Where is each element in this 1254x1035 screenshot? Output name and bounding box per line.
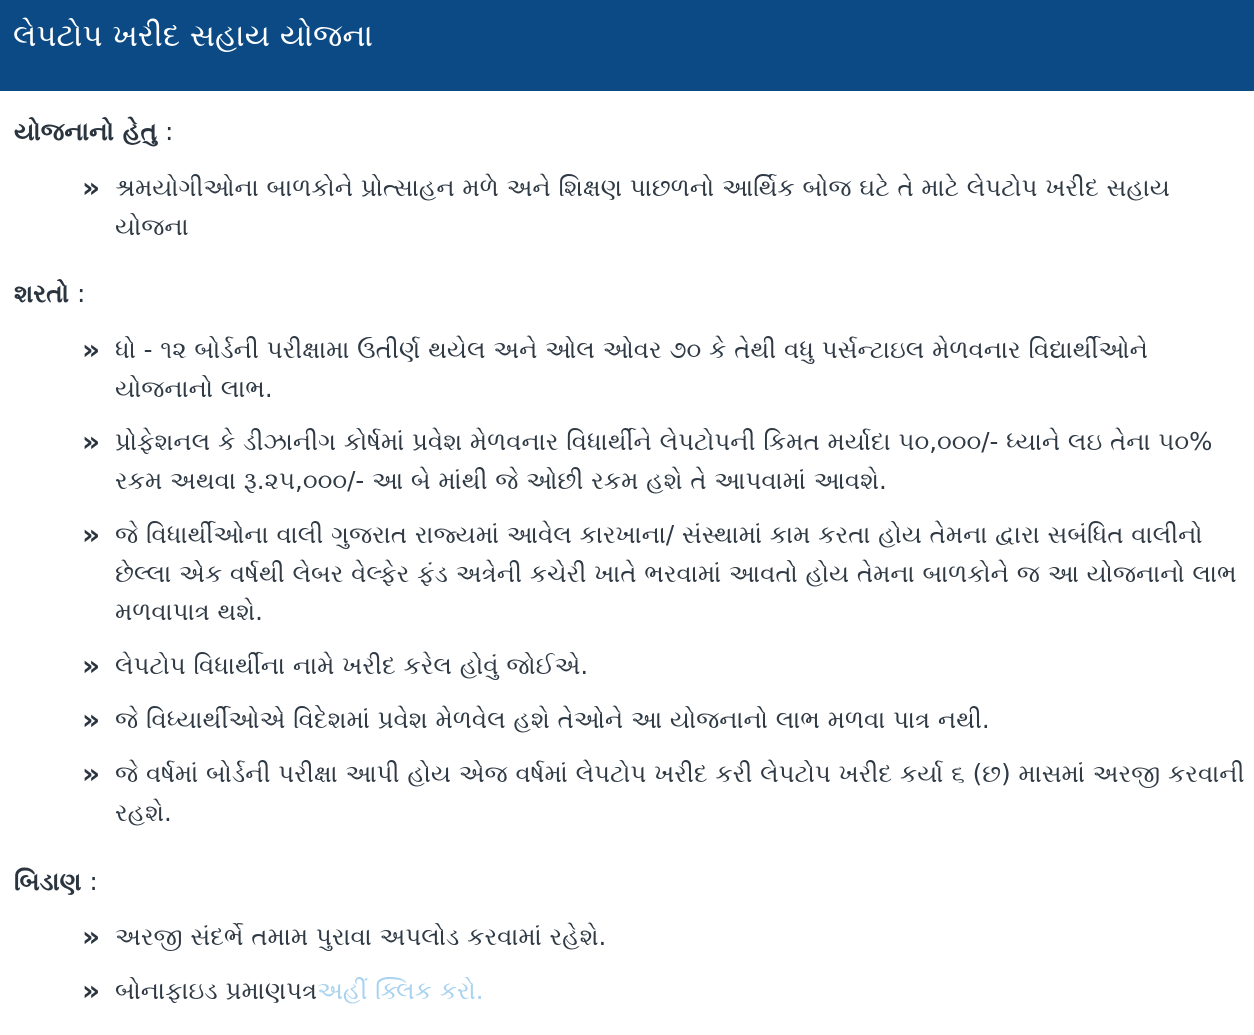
bonafide-download-link[interactable]: અહીં ક્લિક કરો. bbox=[317, 976, 484, 1005]
section-title-conditions bbox=[14, 277, 85, 311]
list-item-text: શ્રમયોગીઓના બાળકોને પ્રોત્સાહન મળે અને શિક્ષણ પાછળનો આર્થિક બોજ ઘટે તે માટે લેપટોપ ખરીદ સહાય યોજના bbox=[115, 173, 1170, 241]
list-item-text: ધો - ૧૨ બોર્ડની પરીક્ષામા ઉતીર્ણ થયેલ અને ઓલ ઓવર ૭૦ કે તેથી વધુ પર્સન્ટાઇલ મેળવનાર વિદ્યાર્થીઓને યોજનાનો લાભ. bbox=[115, 335, 1148, 403]
list-item-text: પ્રોફેશનલ કે ડીઝાનીગ કોર્ષમાં પ્રવેશ મેળવનાર વિધાર્થીને લેપટોપની કિમત મર્યાદા ૫૦,૦૦૦/- ધ્યાને લઇ તેના ૫૦% રકમ અથવા રૂ.૨૫,૦૦૦/- આ બે માંથી જે ઓછી રકમ હશે તે આપવામાં આવશે. bbox=[115, 427, 1213, 495]
chevron-right-icon: » bbox=[82, 703, 97, 736]
section-title-colon: : bbox=[81, 867, 98, 896]
page-header bbox=[0, 0, 1254, 91]
section-title-objective bbox=[14, 115, 173, 149]
section-title-objective-label: યોજનાનો હેતુ bbox=[14, 117, 158, 146]
list-item-text bbox=[115, 972, 1250, 1011]
page-title: લેપટોપ ખરીદ સહાય યોજના bbox=[13, 18, 374, 54]
section-title-conditions-label: શરતો bbox=[14, 279, 70, 308]
chevron-right-icon: » bbox=[82, 920, 97, 953]
chevron-right-icon: » bbox=[82, 649, 97, 682]
chevron-right-icon: » bbox=[82, 333, 97, 366]
chevron-right-icon: » bbox=[82, 425, 97, 458]
list-item-text: અરજી સંદર્ભે તમામ પુરાવા અપલોડ કરવામાં રહેશે. bbox=[115, 922, 607, 951]
chevron-right-icon: » bbox=[82, 974, 97, 1007]
list-item-text: જે વર્ષમાં બોર્ડની પરીક્ષા આપી હોય એજ વર્ષમાં લેપટોપ ખરીદ કરી લેપટોપ ખરીદ કર્યા ૬ (છ) માસમાં અરજી કરવાની રહશે. bbox=[115, 759, 1245, 827]
list-item-text: જે વિધ્યાર્થીઓએ વિદેશમાં પ્રવેશ મેળવેલ હશે તેઓને આ યોજનાનો લાભ મળવા પાત્ર નથી. bbox=[115, 705, 990, 734]
section-title-colon: : bbox=[157, 117, 174, 146]
section-title-attachments-label: બિડાણ bbox=[14, 867, 82, 896]
section-title-colon: : bbox=[69, 279, 86, 308]
chevron-right-icon: » bbox=[82, 171, 97, 204]
chevron-right-icon: » bbox=[82, 757, 97, 790]
chevron-right-icon: » bbox=[82, 518, 97, 551]
section-title-attachments bbox=[14, 865, 98, 899]
bonafide-label: બોનાફાઇડ પ્રમાણપત્ર bbox=[115, 976, 318, 1005]
list-item-text: લેપટોપ વિધાર્થીના નામે ખરીદ કરેલ હોવું જોઈએ. bbox=[115, 651, 589, 680]
list-item-text: જે વિધાર્થીઓના વાલી ગુજરાત રાજ્યમાં આવેલ કારખાના/ સંસ્થામાં કામ કરતા હોય તેમના દ્વારા સબંધિત વાલીનો છેલ્લા એક વર્ષથી લેબર વેલ્ફેર ફંડ અત્રેની કચેરી ખાતે ભરવામાં આવતો હોય તેમના બાળકોને જ આ યોજનાનો લાભ મળવાપાત્ર થશે. bbox=[115, 520, 1237, 626]
